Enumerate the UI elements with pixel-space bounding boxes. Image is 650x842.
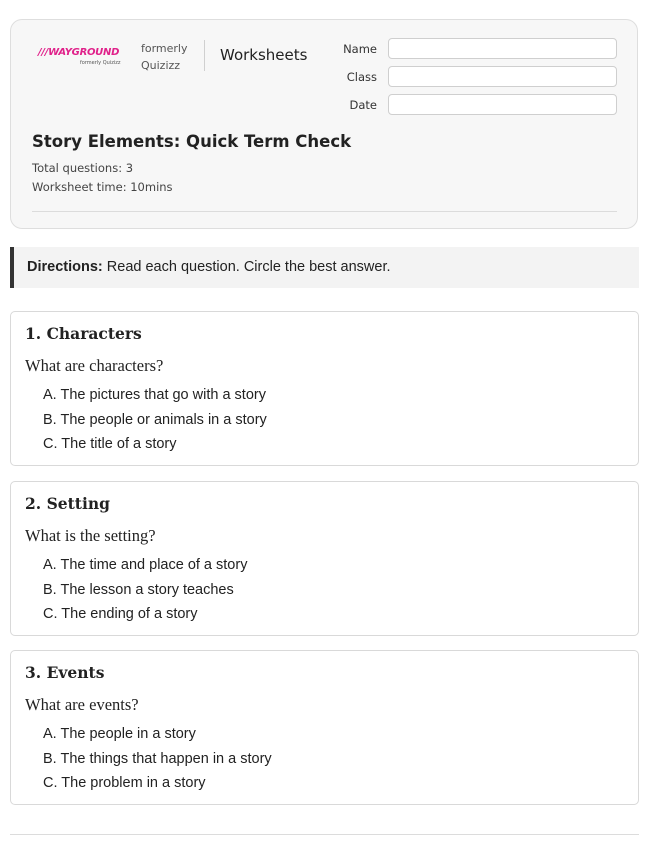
answer-option-b[interactable]: B. The people or animals in a story — [43, 411, 267, 428]
formerly-line-2: Quizizz — [141, 59, 181, 72]
worksheet-time: Worksheet time: 10mins — [32, 180, 173, 194]
wayground-logo — [38, 45, 128, 67]
formerly-line-1: formerly — [141, 42, 188, 55]
answer-option-a[interactable]: A. The time and place of a story — [43, 557, 248, 573]
question-card-1 — [10, 311, 639, 466]
answer-option-b[interactable]: B. The lesson a story teaches — [43, 581, 234, 598]
question-prompt: What are characters? — [25, 356, 164, 375]
answer-option-a[interactable]: A. The people in a story — [43, 726, 196, 742]
logo-wordmark: ///WAYGROUND — [38, 47, 120, 58]
question-title: 3. Events — [25, 663, 105, 682]
answer-options — [43, 553, 247, 627]
name-label: Name — [343, 42, 377, 56]
class-field[interactable] — [388, 66, 617, 87]
answer-option-a[interactable]: A. The pictures that go with a story — [43, 387, 266, 403]
question-card-2 — [10, 481, 639, 636]
name-field[interactable] — [388, 38, 617, 59]
question-title: 2. Setting — [25, 494, 110, 513]
header-rule — [32, 211, 617, 212]
logo-bars-icon: /// — [38, 47, 49, 58]
answer-option-c[interactable]: C. The ending of a story — [43, 606, 198, 622]
section-label: Worksheets — [220, 46, 308, 64]
logo-subtext: formerly Quizizz — [80, 60, 121, 66]
answer-option-c[interactable]: C. The title of a story — [43, 436, 177, 452]
question-prompt: What is the setting? — [25, 526, 156, 545]
directions-text: Read each question. Circle the best answer. — [106, 259, 391, 275]
date-field[interactable] — [388, 94, 617, 115]
formerly-note — [141, 40, 188, 74]
answer-option-c[interactable]: C. The problem in a story — [43, 775, 206, 791]
directions-box — [10, 247, 639, 288]
directions-label: Directions: — [27, 259, 103, 275]
answer-options — [43, 383, 267, 457]
answer-option-b[interactable]: B. The things that happen in a story — [43, 750, 272, 767]
footer-rule — [10, 834, 639, 835]
question-title: 1. Characters — [25, 324, 142, 343]
class-label: Class — [346, 70, 377, 84]
date-label: Date — [349, 98, 377, 112]
worksheet-title: Story Elements: Quick Term Check — [32, 132, 352, 151]
question-card-3 — [10, 650, 639, 805]
answer-options — [43, 722, 272, 796]
header-divider — [204, 40, 205, 71]
question-prompt: What are events? — [25, 695, 139, 714]
total-questions: Total questions: 3 — [32, 161, 134, 175]
worksheet-header — [10, 19, 638, 229]
